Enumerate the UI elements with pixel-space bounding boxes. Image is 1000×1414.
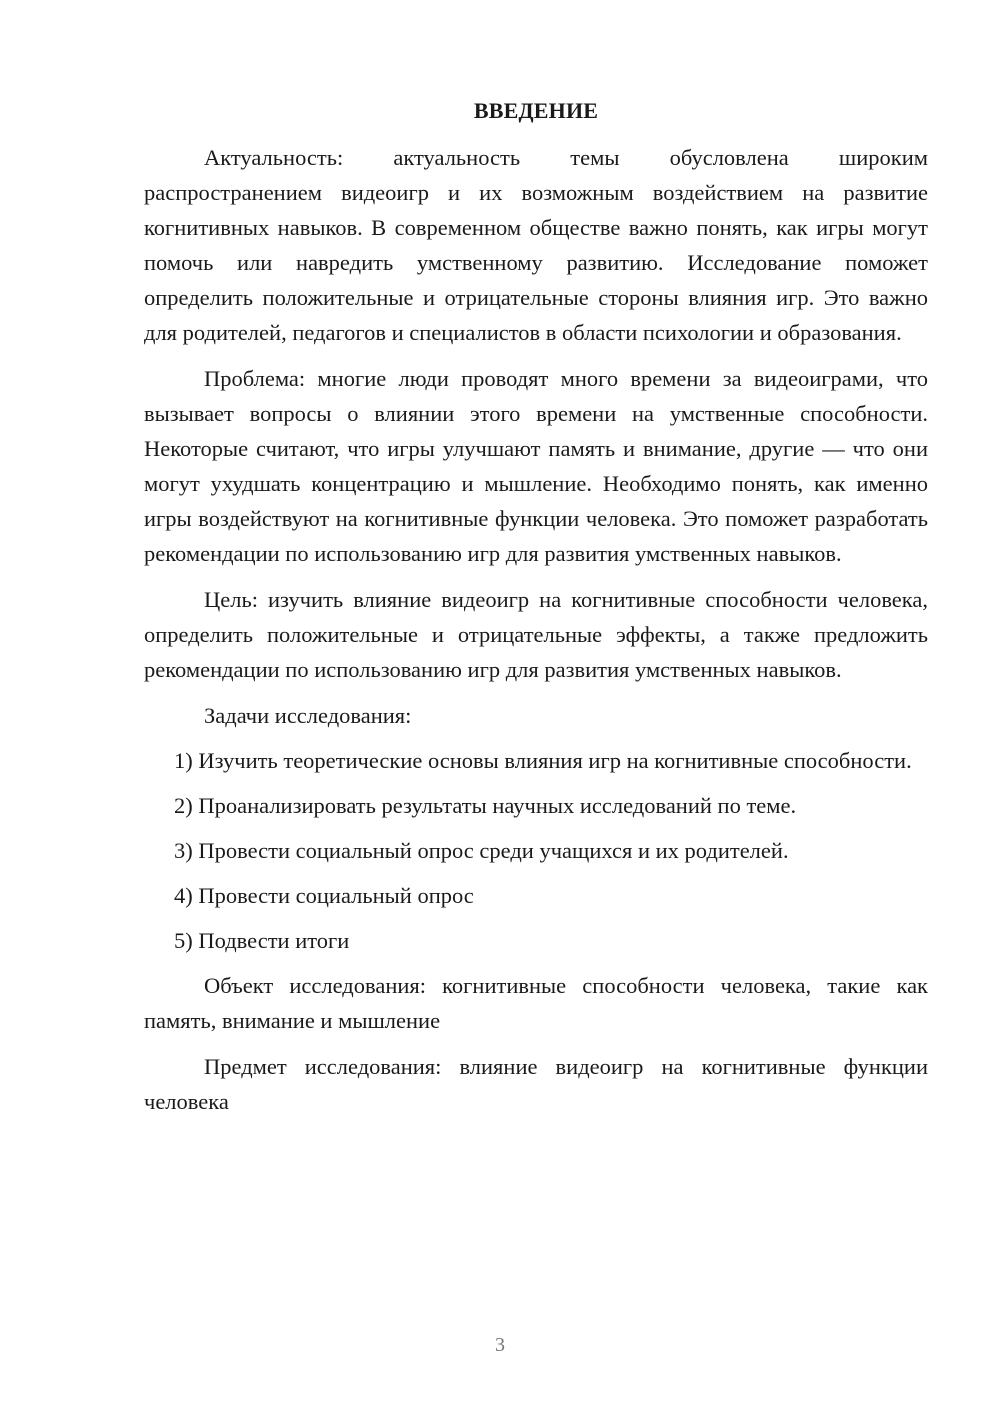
tasks-list bbox=[144, 743, 928, 958]
section-title: ВВЕДЕНИЕ bbox=[473, 98, 599, 123]
list-item: 4) Провести социальный опрос bbox=[174, 883, 474, 908]
document-page bbox=[144, 96, 928, 1130]
paragraph-goal: Цель: изучить влияние видеоигр на когнитивные способности человека, определить положительные и отрицательные эффекты, а также предложить рекомендации по использованию игр для развития умственных навыков. bbox=[144, 587, 928, 682]
paragraph-subject: Предмет исследования: влияние видеоигр на когнитивные функции человека bbox=[144, 1054, 928, 1114]
list-item: 5) Подвести итоги bbox=[174, 928, 350, 953]
list-item: 3) Провести социальный опрос среди учащихся и их родителей. bbox=[174, 838, 789, 863]
paragraph-relevance: Актуальность: актуальность темы обусловлена широким распространением видеоигр и их возможным воздействием на развитие когнитивных навыков. В современном обществе важно понять, как игры могут помочь или навредить умственному развитию. Исследование поможет определить положительные и отрицательные стороны влияния игр. Это важно для родителей, педагогов и специалистов в области психологии и образования. bbox=[144, 145, 928, 345]
page-number: 3 bbox=[495, 1334, 505, 1356]
tasks-heading: Задачи исследования: bbox=[204, 703, 412, 728]
paragraph-object: Объект исследования: когнитивные способности человека, такие как память, внимание и мышление bbox=[144, 973, 928, 1033]
paragraph-problem: Проблема: многие люди проводят много времени за видеоиграми, что вызывает вопросы о влиянии этого времени на умственные способности. Некоторые считают, что игры улучшают память и внимание, другие — что они могут ухудшать концентрацию и мышление. Необходимо понять, как именно игры воздействуют на когнитивные функции человека. Это поможет разработать рекомендации по использованию игр для развития умственных навыков. bbox=[144, 366, 928, 566]
list-item: 1) Изучить теоретические основы влияния игр на когнитивные способности. bbox=[174, 748, 912, 773]
list-item: 2) Проанализировать результаты научных исследований по теме. bbox=[174, 793, 797, 818]
